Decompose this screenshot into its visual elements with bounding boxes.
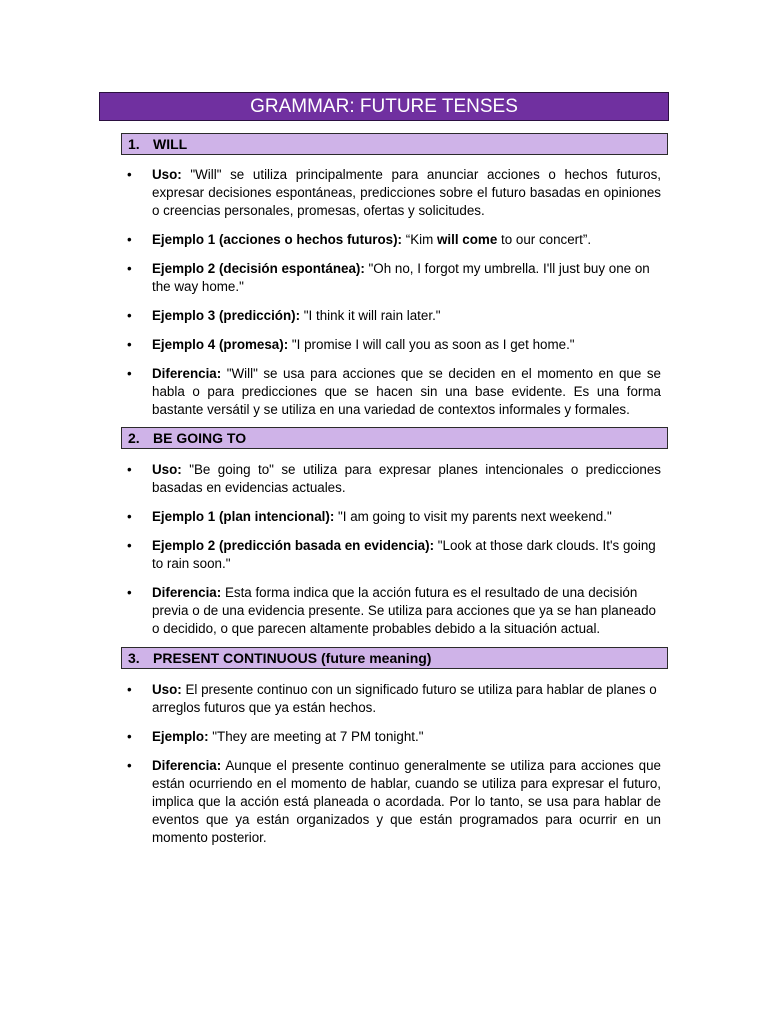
list-item: • Uso: El presente continuo con un significado futuro se utiliza para hablar de planes o arreglos futuros que ya están hechos. [127,682,657,715]
section-title: BE GOING TO [153,430,247,446]
list-item: • Ejemplo 1 (plan intencional): "I am going to visit my parents next weekend." [127,509,612,524]
list-item: • Ejemplo 2 (decisión espontánea): "Oh no, I forgot my umbrella. I'll just buy one on the way home." [127,261,650,294]
bullet-icon: • [127,462,132,477]
bullet-icon: • [127,261,132,276]
section-title: PRESENT CONTINUOUS (future meaning) [153,650,432,666]
list-item: • Ejemplo 1 (acciones o hechos futuros): “Kim will come to our concert”. [127,232,592,247]
section-heading-be-going-to [121,427,668,449]
document-title: GRAMMAR: FUTURE TENSES [99,92,669,121]
section-list-present-continuous [127,681,661,858]
section-title: WILL [153,136,188,152]
bullet-icon: • [127,585,132,600]
section-number: 3. [128,650,140,666]
section-number: 2. [128,430,140,446]
list-item: • Ejemplo: "They are meeting at 7 PM tonight." [127,729,424,744]
list-item: • Ejemplo 3 (predicción): "I think it will rain later." [127,308,441,323]
bullet-icon: • [127,308,132,323]
bullet-icon: • [127,366,132,381]
bullet-icon: • [127,337,132,352]
list-item: • Diferencia: Aunque el presente continuo generalmente se utiliza para acciones que están ocurriendo en el momento de hablar, cuando se utiliza para expresar el futuro, implica que la acción está planeada o acordada. Por lo tanto, se usa para hablar de eventos que ya están organizados y que están programados para ocurrir en un momento posterior. [127,758,661,845]
list-item: • Uso: "Be going to" se utiliza para expresar planes intencionales o predicciones basadas en evidencias actuales. [127,462,661,495]
section-heading-present-continuous [121,647,668,669]
section-heading-will [121,133,668,155]
bullet-icon: • [127,682,132,697]
bullet-icon: • [127,232,132,247]
bullet-icon: • [127,758,132,773]
list-item: • Ejemplo 2 (predicción basada en evidencia): "Look at those dark clouds. It's going to rain soon." [127,538,656,571]
bullet-icon: • [127,509,132,524]
bullet-icon: • [127,729,132,744]
list-item: • Diferencia: "Will" se usa para acciones que se deciden en el momento en que se habla o para predicciones que se hacen sin una base evidente. Es una forma bastante versátil y se utiliza en una variedad de contextos informales y formales. [127,366,661,417]
list-item: • Diferencia: Esta forma indica que la acción futura es el resultado de una decisión previa o de una evidencia presente. Se utiliza para acciones que ya se han planeado o decidido, o que parecen altamente probables debido a la situación actual. [127,585,656,636]
list-item: • Uso: "Will" se utiliza principalmente para anunciar acciones o hechos futuros, expresar decisiones espontáneas, predicciones sobre el futuro basadas en opiniones o creencias personales, promesas, ofertas y solicitudes. [127,167,661,218]
bullet-icon: • [127,538,132,553]
bullet-icon: • [127,167,132,182]
section-number: 1. [128,136,140,152]
list-item: • Ejemplo 4 (promesa): "I promise I will call you as soon as I get home." [127,337,575,352]
section-list-will [127,166,661,430]
section-list-be-going-to [127,461,661,649]
